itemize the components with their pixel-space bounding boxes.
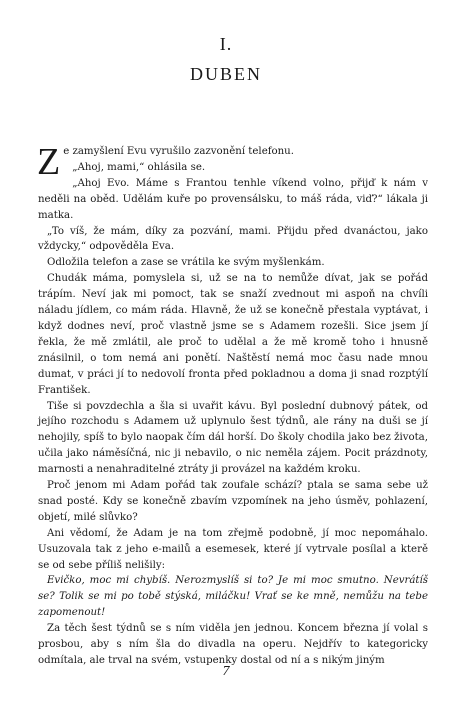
paragraph: Tiše si povzdechla a šla si uvařit kávu. Byl poslední dubnový pátek, od jejího rozchodu s Adamem už uplynulo šest týdnů, ale rány na duši se jí nehojily, spíš to bylo naopak čím dál horší. Do školy chodila jako bez života, učila jako náměsíčná, nic ji nebavilo, o nic neměla zájem. Pocit prázdnoty, marnosti a nenahraditelné ztráty ji provázel na každém kroku. xyxy=(38,400,428,476)
paragraph: Za těch šest týdnů se s ním viděla jen jednou. Koncem března jí volal s prosbou, aby s ním šla do divadla na operu. Nejdřív to kategoricky odmítala, ale trval na svém, vstupenky dostal od ní a s nikým jiným xyxy=(38,623,428,666)
paragraph: Ani vědomí, že Adam je na tom zřejmě podobně, jí moc nepomáhalo. Usuzovala tak z jeho e-mailů a esemesek, které jí vytrvale posílal a kterě se od sebe příliš nelišily: xyxy=(38,527,428,571)
paragraph: Chudák máma, pomyslela si, už se na to nemůže dívat, jak se pořád trápím. Neví jak mi pomoct, tak se snaží zvednout mi aspoň na chvíli náladu jídlem, co mám ráda. Hlavně, že už se konečně přestala vyptávat, i když dodnes neví, proč vlastně jsme se s Adamem rozešli. Sice jsem jí řekla, že mě zmlátil, ale proč to udělal a že mě kromě toho i hnusně znásilnil, o tom nemá ani ponětí. Naštěstí nemá moc času nade mnou dumat, v práci jí to nedovolí fronta před pokladnou a doma ji snad rozptýlí František. xyxy=(38,273,428,396)
paragraph: Proč jenom mi Adam pořád tak zoufale schází? ptala se sama sebe už snad posté. Kdy se konečně zbavím vzpomínek na jeho úsměv, pohlazení, objetí, milé slůvko? xyxy=(38,480,428,523)
paragraph: „To víš, že mám, díky za pozvání, mami. Přijdu před dvanáctou, jako vždycky,“ odpověděla Eva. xyxy=(38,225,428,253)
paragraph: „Ahoj Evo. Máme s Frantou tenhle víkend volno, přijď k nám v neděli na oběd. Udělám kuře po provensálsku, to máš ráda, viď?“ lákala ji matka. xyxy=(38,177,428,221)
paragraph: „Ahoj, mami,“ ohlásila se. xyxy=(72,161,206,173)
chapter-title: DUBEN xyxy=(190,64,262,84)
page-number: 7 xyxy=(222,664,230,679)
chapter-number: I. xyxy=(219,34,233,54)
paragraph-text: e zamyšlení Evu vyrušilo zazvonění telefonu. xyxy=(63,146,294,157)
drop-cap: Z xyxy=(37,141,61,183)
chapter-text xyxy=(37,141,428,669)
paragraph: Odložila telefon a zase se vrátila ke svým myšlenkám. xyxy=(47,257,325,269)
paragraph-italic: Evičko, moc mi chybíš. Nerozmyslíš si to? Je mi moc smutno. Nevrátíš se? Tolik se mi po tobě stýská, miláčku! Vrať se ke mně, nemůžu na tebe zapomenout! xyxy=(38,575,428,619)
